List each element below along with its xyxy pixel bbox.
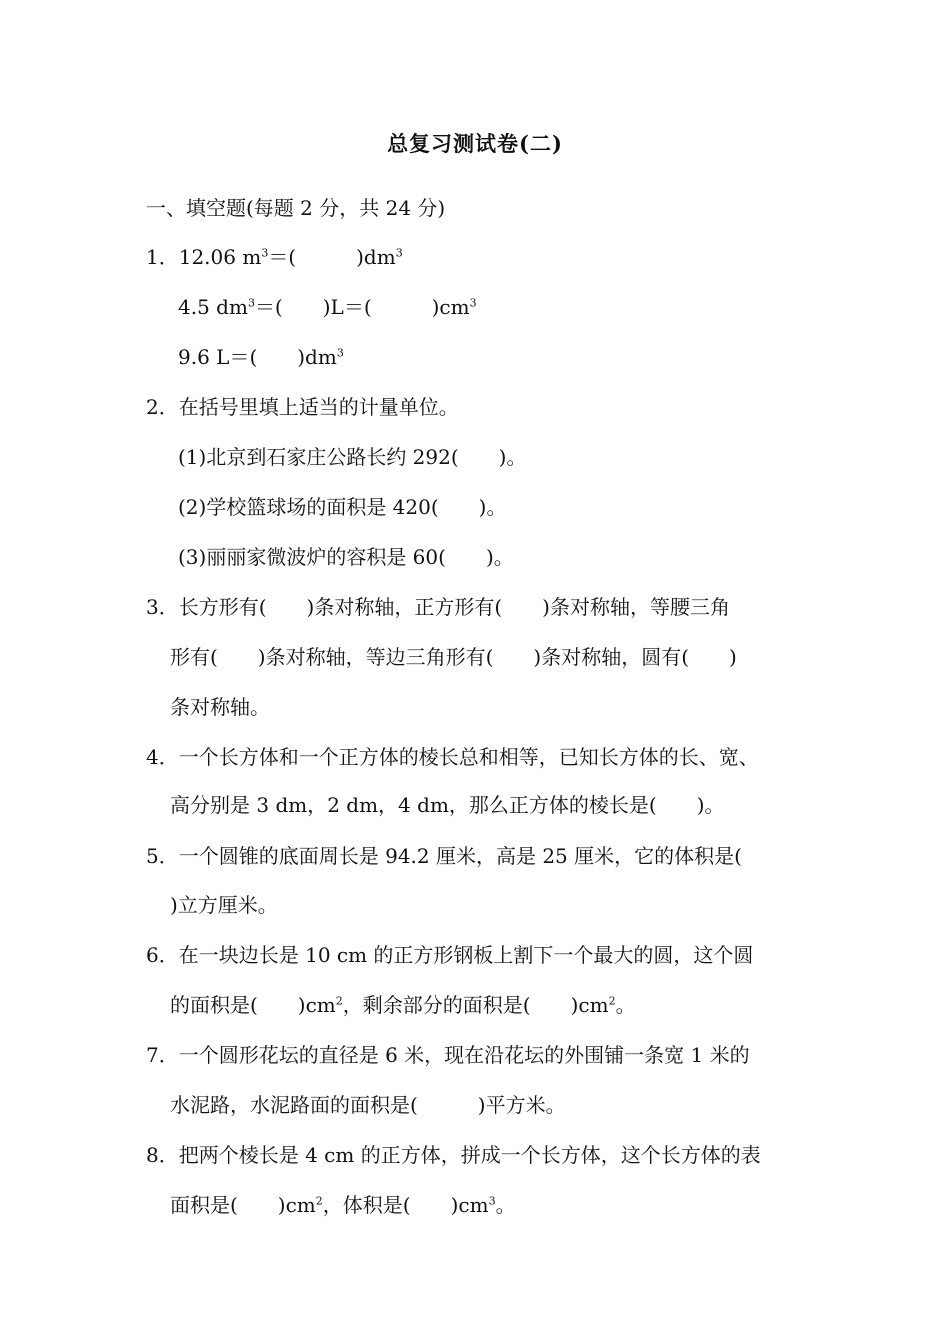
question-text: 12.06 m bbox=[178, 245, 262, 269]
question-text: 。 bbox=[495, 1193, 516, 1217]
question-number: 3． bbox=[146, 595, 179, 619]
question-4-line-1 bbox=[146, 743, 759, 771]
question-text: 把两个棱长是 4 cm 的正方体，拼成一个长方体，这个长方体的表 bbox=[178, 1143, 761, 1167]
question-1-line-3 bbox=[178, 343, 344, 371]
page-title: 总复习测试卷(二) bbox=[387, 131, 563, 156]
question-text: 长方形有( )条对称轴，正方形有( )条对称轴，等腰三角 bbox=[178, 595, 730, 619]
question-number: 4． bbox=[146, 745, 179, 769]
superscript: 3 bbox=[488, 1194, 496, 1208]
question-2-sub-3: (3)丽丽家微波炉的容积是 60( )。 bbox=[178, 545, 514, 569]
question-text: 一个圆锥的底面周长是 94.2 厘米，高是 25 厘米，它的体积是( bbox=[178, 844, 742, 868]
question-1-line-2 bbox=[178, 293, 477, 321]
question-6-line-2 bbox=[170, 991, 636, 1019]
superscript: 3 bbox=[469, 296, 477, 310]
superscript: 2 bbox=[315, 1194, 323, 1208]
question-text: ，体积是( )cm bbox=[322, 1193, 489, 1217]
question-text: 4.5 dm bbox=[178, 295, 248, 319]
question-3-line-2: 形有( )条对称轴，等边三角形有( )条对称轴，圆有( ) bbox=[170, 645, 737, 669]
question-3-line-3: 条对称轴。 bbox=[170, 695, 270, 719]
question-number: 1． bbox=[146, 245, 179, 269]
superscript: 3 bbox=[395, 246, 403, 260]
question-number: 6． bbox=[146, 943, 179, 967]
question-number: 7． bbox=[146, 1043, 179, 1067]
superscript: 2 bbox=[608, 994, 616, 1008]
question-text: 9.6 L＝( )dm bbox=[178, 345, 337, 369]
question-8-line-2 bbox=[170, 1191, 516, 1219]
superscript: 3 bbox=[247, 296, 255, 310]
superscript: 3 bbox=[336, 346, 344, 360]
question-2-stem bbox=[146, 393, 459, 421]
question-number: 2． bbox=[146, 395, 179, 419]
question-3-line-1 bbox=[146, 593, 730, 621]
question-text: 一个长方体和一个正方体的棱长总和相等，已知长方体的长、宽、 bbox=[178, 745, 759, 769]
question-2-sub-2: (2)学校篮球场的面积是 420( )。 bbox=[178, 495, 507, 519]
question-text: ＝( )dm bbox=[268, 245, 396, 269]
section-heading: 一、填空题(每题 2 分，共 24 分) bbox=[146, 196, 446, 220]
question-6-line-1 bbox=[146, 941, 753, 969]
question-text: 。 bbox=[615, 993, 636, 1017]
question-7-line-2: 水泥路，水泥路面的面积是( )平方米。 bbox=[170, 1093, 566, 1117]
question-8-line-1 bbox=[146, 1141, 761, 1169]
question-text: 一个圆形花坛的直径是 6 米，现在沿花坛的外围铺一条宽 1 米的 bbox=[178, 1043, 750, 1067]
question-4-line-2: 高分别是 3 dm，2 dm，4 dm，那么正方体的棱长是( )。 bbox=[170, 793, 725, 817]
question-text: 面积是( )cm bbox=[170, 1193, 316, 1217]
question-5-line-1 bbox=[146, 842, 742, 870]
question-1-line-1 bbox=[146, 243, 403, 271]
question-number: 5． bbox=[146, 844, 179, 868]
question-text: 在括号里填上适当的计量单位。 bbox=[178, 395, 459, 419]
question-2-sub-1: (1)北京到石家庄公路长约 292( )。 bbox=[178, 445, 527, 469]
question-number: 8． bbox=[146, 1143, 179, 1167]
question-text: 的面积是( )cm bbox=[170, 993, 336, 1017]
question-text: ，剩余部分的面积是( )cm bbox=[342, 993, 609, 1017]
superscript: 3 bbox=[261, 246, 269, 260]
question-text: 在一块边长是 10 cm 的正方形钢板上割下一个最大的圆，这个圆 bbox=[178, 943, 754, 967]
question-5-line-2: )立方厘米。 bbox=[170, 893, 278, 917]
superscript: 2 bbox=[335, 994, 343, 1008]
question-7-line-1 bbox=[146, 1041, 750, 1069]
question-text: ＝( )L＝( )cm bbox=[254, 295, 470, 319]
